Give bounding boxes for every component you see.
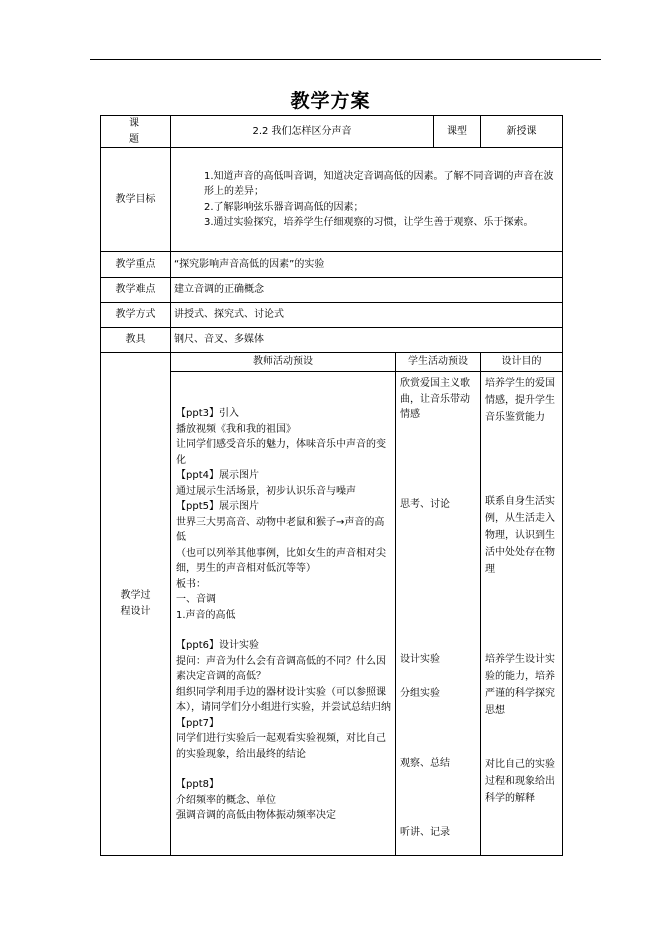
teacher-header: 教师活动预设 [171, 353, 396, 372]
teacher-line: 世界三大男高音、动物中老鼠和猴子→声音的高低 [176, 516, 385, 544]
teacher-line: 【ppt4】展示图片 [176, 470, 259, 482]
purpose-item: 联系自身生活实例，从生活走入物理，认识到生活中处处存在物理 [485, 496, 555, 575]
row-key-point [101, 252, 563, 278]
teacher-line: 强调音调的高低由物体振动频率决定 [176, 810, 336, 822]
row-difficulty [101, 278, 563, 303]
student-item: 分组实验 [400, 688, 440, 699]
purpose-column [481, 372, 563, 856]
purpose-item: 培养学生设计实验的能力，培养严谨的科学探究思想 [485, 654, 555, 716]
key-point-label: 教学重点 [101, 252, 171, 278]
row-topic [101, 116, 563, 148]
teacher-line: 1.声音的高低 [176, 609, 236, 621]
goal-item: 2.了解影响弦乐器音调高低的因素； [204, 201, 364, 213]
tools-value: 钢尺、音叉、多媒体 [171, 328, 563, 353]
teacher-column [171, 372, 396, 856]
topic-label: 课题 [101, 116, 171, 148]
process-label-text: 教学过程设计 [120, 590, 151, 617]
purpose-header: 设计目的 [481, 353, 563, 372]
student-column [396, 372, 481, 856]
teacher-block-2 [176, 638, 392, 762]
lesson-type-value: 新授课 [481, 116, 563, 148]
teacher-line: 提问：声音为什么会有音调高低的不同？什么因素决定音调的高低？ [176, 655, 386, 683]
teacher-block-1 [176, 406, 392, 623]
goal-item: 3.通过实验探究，培养学生仔细观察的习惯，让学生善于观察、乐于探索。 [204, 217, 534, 228]
teacher-line: 【ppt5】展示图片 [176, 501, 259, 513]
difficulty-label: 教学难点 [101, 278, 171, 303]
header-rule [90, 59, 601, 60]
row-goals [101, 148, 563, 252]
teacher-line: 播放视频《我和我的祖国》 [176, 423, 296, 435]
student-item: 听讲、记录 [400, 827, 450, 838]
teacher-line: 【ppt7】 [176, 717, 219, 729]
teacher-line: 组织同学利用手边的器材设计实验（可以参照课本），请同学们分小组进行实验，并尝试总结归纳 [176, 686, 391, 714]
goals-label: 教学目标 [101, 148, 171, 252]
teacher-line: 同学们进行实验后一起观看实验视频，对比自己的实验现象，给出最终的结论 [176, 733, 386, 760]
student-item: 观察、总结 [400, 758, 450, 769]
teacher-line: 一、音调 [176, 594, 216, 606]
teacher-line: （也可以列举其他事例，比如女生的声音相对尖细，男生的声音相对低沉等等） [176, 547, 386, 575]
row-tools [101, 328, 563, 353]
student-item: 欣赏爱国主义歌曲，让音乐带动情感 [400, 378, 470, 420]
goals-cell [171, 148, 563, 252]
tools-label: 教具 [101, 328, 171, 353]
teacher-line: 通过展示生活场景，初步认识乐音与噪声 [176, 485, 356, 497]
teacher-line: 【ppt6】设计实验 [176, 640, 259, 652]
student-item: 思考、讨论 [400, 499, 450, 510]
student-item: 设计实验 [400, 654, 440, 665]
difficulty-value: 建立音调的正确概念 [171, 278, 563, 303]
method-label: 教学方式 [101, 303, 171, 328]
process-label [101, 353, 171, 856]
row-method [101, 303, 563, 328]
purpose-item: 对比自己的实验过程和现象给出科学的解释 [485, 759, 555, 804]
student-header: 学生活动预设 [396, 353, 481, 372]
row-process-body [101, 372, 563, 856]
method-value: 讲授式、探究式、讨论式 [171, 303, 563, 328]
teacher-line: 介绍频率的概念、单位 [176, 794, 276, 806]
teacher-line: 让同学们感受音乐的魅力，体味音乐中声音的变化 [176, 439, 386, 466]
teacher-block-3 [176, 777, 392, 824]
row-process-header [101, 353, 563, 372]
teacher-line: 【ppt8】 [176, 779, 219, 791]
topic-value: 2.2 我们怎样区分声音 [171, 116, 434, 148]
teacher-line: 【ppt3】引入 [176, 408, 239, 420]
lesson-plan-table [100, 115, 563, 856]
document-title: 教学方案 [290, 90, 371, 112]
goal-item: 1.知道声音的高低叫音调，知道决定音调高低的因素。了解不同音调的声音在波形上的差异； [204, 170, 554, 197]
teacher-line: 板书： [176, 578, 206, 590]
purpose-item: 培养学生的爱国情感，提升学生音乐鉴赏能力 [485, 378, 555, 423]
key-point-value: “探究影响声音高低的因素”的实验 [171, 252, 563, 278]
lesson-type-label: 课型 [434, 116, 481, 148]
